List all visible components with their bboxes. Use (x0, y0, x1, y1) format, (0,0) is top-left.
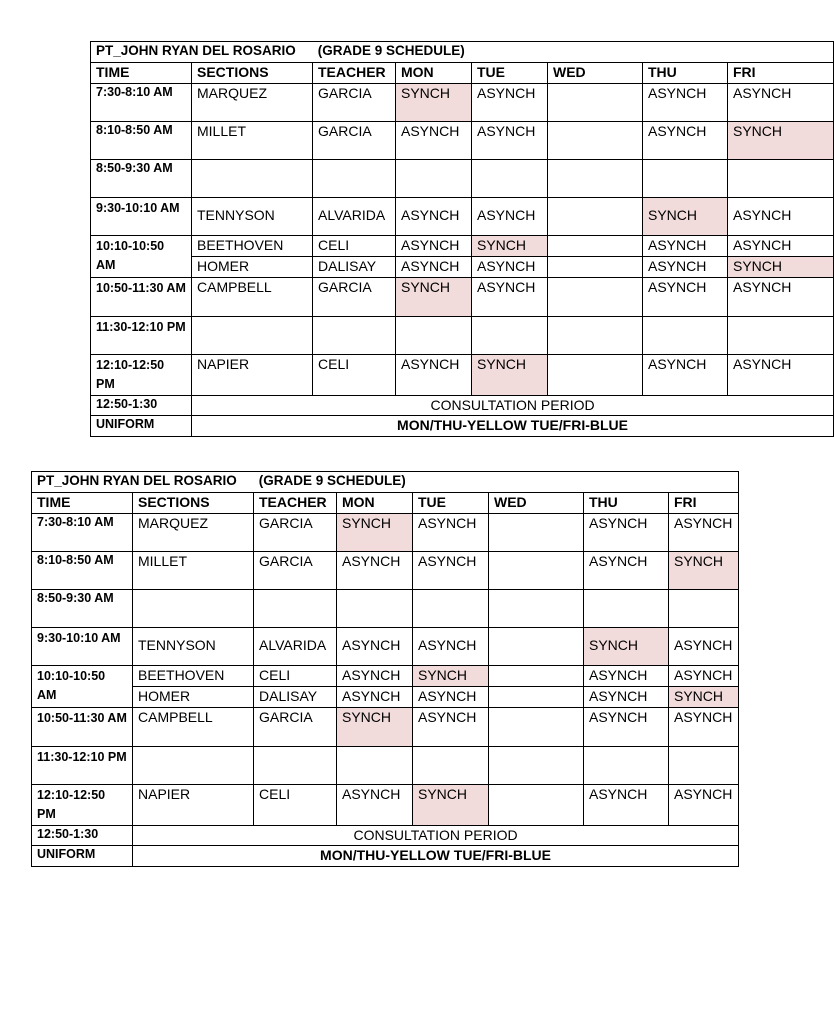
time-cell: 9:30-10:10 AM (91, 198, 192, 236)
table-title (32, 472, 739, 493)
mon-cell: ASYNCH (337, 552, 413, 590)
teacher-cell: CELI (313, 236, 396, 257)
fri-cell (728, 317, 834, 355)
thu-cell: ASYNCH (643, 84, 728, 122)
table-row (32, 628, 739, 666)
table-row (91, 198, 834, 236)
header-teacher: TEACHER (254, 493, 337, 514)
section-cell: TENNYSON (192, 198, 313, 236)
header-thu: THU (643, 63, 728, 84)
consultation-period: CONSULTATION PERIOD (192, 396, 834, 416)
fri-cell (669, 747, 739, 785)
consultation-time: 12:50-1:30 (32, 826, 133, 846)
header-tue: TUE (413, 493, 489, 514)
mon-cell (396, 317, 472, 355)
table-row (32, 514, 739, 552)
thu-cell (643, 317, 728, 355)
mon-cell: ASYNCH (396, 198, 472, 236)
wed-cell (489, 590, 584, 628)
section-cell: CAMPBELL (192, 278, 313, 317)
thu-cell (643, 160, 728, 198)
uniform-label: UNIFORM (91, 416, 192, 437)
table-row (32, 666, 739, 687)
mon-cell: ASYNCH (396, 355, 472, 396)
fri-cell: ASYNCH (728, 278, 834, 317)
tue-cell: ASYNCH (413, 552, 489, 590)
teacher-cell: DALISAY (313, 257, 396, 278)
header-sections: SECTIONS (133, 493, 254, 514)
header-row (91, 63, 834, 84)
teacher-cell (313, 317, 396, 355)
fri-cell: ASYNCH (728, 84, 834, 122)
header-fri: FRI (728, 63, 834, 84)
thu-cell: ASYNCH (643, 257, 728, 278)
title-grade: (GRADE 9 SCHEDULE) (317, 43, 465, 58)
wed-cell (548, 355, 643, 396)
thu-cell: ASYNCH (584, 785, 669, 826)
wed-cell (489, 747, 584, 785)
table-row (32, 552, 739, 590)
header-teacher: TEACHER (313, 63, 396, 84)
teacher-cell (313, 160, 396, 198)
header-fri: FRI (669, 493, 739, 514)
teacher-cell: ALVARIDA (254, 628, 337, 666)
teacher-cell: CELI (313, 355, 396, 396)
wed-cell (489, 708, 584, 747)
table-row (32, 708, 739, 747)
section-cell: CAMPBELL (133, 708, 254, 747)
consultation-period: CONSULTATION PERIOD (133, 826, 739, 846)
section-cell: MILLET (133, 552, 254, 590)
fri-cell (728, 160, 834, 198)
teacher-cell: CELI (254, 785, 337, 826)
thu-cell: ASYNCH (584, 514, 669, 552)
header-mon: MON (337, 493, 413, 514)
section-cell: BEETHOVEN (133, 666, 254, 687)
fri-cell: SYNCH (669, 687, 739, 708)
time-cell: 8:50-9:30 AM (91, 160, 192, 198)
tue-cell (413, 590, 489, 628)
table-row (91, 236, 834, 257)
wed-cell (489, 514, 584, 552)
title-grade: (GRADE 9 SCHEDULE) (258, 473, 406, 488)
time-cell: 10:10-10:50 AM (32, 666, 133, 708)
tue-cell (413, 747, 489, 785)
time-cell: 11:30-12:10 PM (32, 747, 133, 785)
table-row (32, 747, 739, 785)
header-time: TIME (32, 493, 133, 514)
schedule-table-2 (31, 471, 739, 867)
time-cell: 10:50-11:30 AM (91, 278, 192, 317)
fri-cell: ASYNCH (669, 628, 739, 666)
tue-cell: ASYNCH (413, 708, 489, 747)
consultation-time: 12:50-1:30 (91, 396, 192, 416)
schedule-table-1 (90, 41, 834, 437)
header-tue: TUE (472, 63, 548, 84)
tue-cell: SYNCH (472, 236, 548, 257)
fri-cell: ASYNCH (728, 236, 834, 257)
fri-cell: ASYNCH (669, 785, 739, 826)
tue-cell: ASYNCH (472, 122, 548, 160)
fri-cell: SYNCH (728, 257, 834, 278)
thu-cell: SYNCH (584, 628, 669, 666)
section-cell: BEETHOVEN (192, 236, 313, 257)
thu-cell: ASYNCH (643, 122, 728, 160)
thu-cell: ASYNCH (584, 666, 669, 687)
header-thu: THU (584, 493, 669, 514)
header-wed: WED (489, 493, 584, 514)
teacher-cell: GARCIA (254, 708, 337, 747)
mon-cell: ASYNCH (337, 785, 413, 826)
table-row (91, 317, 834, 355)
wed-cell (489, 628, 584, 666)
section-cell: MARQUEZ (192, 84, 313, 122)
fri-cell: ASYNCH (728, 198, 834, 236)
mon-cell: ASYNCH (337, 666, 413, 687)
section-cell: MARQUEZ (133, 514, 254, 552)
fri-cell: SYNCH (728, 122, 834, 160)
wed-cell (548, 317, 643, 355)
section-cell (192, 160, 313, 198)
thu-cell: ASYNCH (584, 687, 669, 708)
teacher-cell (254, 590, 337, 628)
teacher-cell: DALISAY (254, 687, 337, 708)
thu-cell (584, 747, 669, 785)
wed-cell (548, 198, 643, 236)
header-time: TIME (91, 63, 192, 84)
table-row (91, 122, 834, 160)
time-cell: 7:30-8:10 AM (32, 514, 133, 552)
wed-cell (489, 687, 584, 708)
section-cell: HOMER (133, 687, 254, 708)
mon-cell: SYNCH (337, 708, 413, 747)
mon-cell: SYNCH (396, 84, 472, 122)
table-title (91, 42, 834, 63)
uniform-label: UNIFORM (32, 846, 133, 867)
wed-cell (548, 160, 643, 198)
mon-cell: SYNCH (337, 514, 413, 552)
wed-cell (548, 236, 643, 257)
mon-cell: ASYNCH (337, 687, 413, 708)
teacher-cell: CELI (254, 666, 337, 687)
tue-cell: ASYNCH (472, 278, 548, 317)
wed-cell (489, 666, 584, 687)
tue-cell: SYNCH (413, 785, 489, 826)
mon-cell: ASYNCH (337, 628, 413, 666)
uniform-text: MON/THU-YELLOW TUE/FRI-BLUE (192, 416, 834, 437)
fri-cell: ASYNCH (669, 708, 739, 747)
section-cell (133, 747, 254, 785)
time-cell: 10:50-11:30 AM (32, 708, 133, 747)
fri-cell: SYNCH (669, 552, 739, 590)
uniform-text: MON/THU-YELLOW TUE/FRI-BLUE (133, 846, 739, 867)
tue-cell: ASYNCH (413, 628, 489, 666)
thu-cell: ASYNCH (643, 355, 728, 396)
wed-cell (548, 122, 643, 160)
wed-cell (489, 552, 584, 590)
fri-cell: ASYNCH (728, 355, 834, 396)
wed-cell (548, 257, 643, 278)
fri-cell (669, 590, 739, 628)
fri-cell: ASYNCH (669, 514, 739, 552)
time-cell: 11:30-12:10 PM (91, 317, 192, 355)
time-cell: 8:10-8:50 AM (32, 552, 133, 590)
tue-cell: SYNCH (472, 355, 548, 396)
fri-cell: ASYNCH (669, 666, 739, 687)
table-row (91, 355, 834, 396)
time-cell: 12:10-12:50 PM (91, 355, 192, 396)
mon-cell: SYNCH (396, 278, 472, 317)
table-row (91, 278, 834, 317)
teacher-cell: ALVARIDA (313, 198, 396, 236)
tue-cell: ASYNCH (413, 687, 489, 708)
teacher-cell (254, 747, 337, 785)
wed-cell (548, 278, 643, 317)
thu-cell: ASYNCH (584, 552, 669, 590)
teacher-cell: GARCIA (254, 514, 337, 552)
table-row (91, 84, 834, 122)
mon-cell: ASYNCH (396, 122, 472, 160)
header-wed: WED (548, 63, 643, 84)
mon-cell (396, 160, 472, 198)
mon-cell: ASYNCH (396, 236, 472, 257)
table-row (32, 687, 739, 708)
thu-cell: ASYNCH (643, 278, 728, 317)
thu-cell: ASYNCH (643, 236, 728, 257)
tue-cell: ASYNCH (472, 198, 548, 236)
table-row (91, 160, 834, 198)
consultation-row (32, 826, 739, 846)
thu-cell: ASYNCH (584, 708, 669, 747)
section-cell (192, 317, 313, 355)
wed-cell (548, 84, 643, 122)
tue-cell: ASYNCH (472, 84, 548, 122)
mon-cell (337, 747, 413, 785)
header-row (32, 493, 739, 514)
title-name: PT_JOHN RYAN DEL ROSARIO (96, 43, 296, 58)
thu-cell: SYNCH (643, 198, 728, 236)
time-cell: 8:50-9:30 AM (32, 590, 133, 628)
section-cell: NAPIER (133, 785, 254, 826)
time-cell: 8:10-8:50 AM (91, 122, 192, 160)
wed-cell (489, 785, 584, 826)
section-cell: TENNYSON (133, 628, 254, 666)
tue-cell: ASYNCH (413, 514, 489, 552)
section-cell: HOMER (192, 257, 313, 278)
teacher-cell: GARCIA (313, 122, 396, 160)
header-sections: SECTIONS (192, 63, 313, 84)
tue-cell: ASYNCH (472, 257, 548, 278)
time-cell: 10:10-10:50 AM (91, 236, 192, 278)
consultation-row (91, 396, 834, 416)
tue-cell: SYNCH (413, 666, 489, 687)
tue-cell (472, 317, 548, 355)
section-cell: MILLET (192, 122, 313, 160)
uniform-row (32, 846, 739, 867)
mon-cell (337, 590, 413, 628)
section-cell (133, 590, 254, 628)
teacher-cell: GARCIA (313, 278, 396, 317)
tue-cell (472, 160, 548, 198)
title-name: PT_JOHN RYAN DEL ROSARIO (37, 473, 237, 488)
time-cell: 7:30-8:10 AM (91, 84, 192, 122)
table-row (32, 785, 739, 826)
header-mon: MON (396, 63, 472, 84)
time-cell: 12:10-12:50 PM (32, 785, 133, 826)
table-row (32, 590, 739, 628)
mon-cell: ASYNCH (396, 257, 472, 278)
teacher-cell: GARCIA (313, 84, 396, 122)
thu-cell (584, 590, 669, 628)
uniform-row (91, 416, 834, 437)
section-cell: NAPIER (192, 355, 313, 396)
table-row (91, 257, 834, 278)
time-cell: 9:30-10:10 AM (32, 628, 133, 666)
teacher-cell: GARCIA (254, 552, 337, 590)
